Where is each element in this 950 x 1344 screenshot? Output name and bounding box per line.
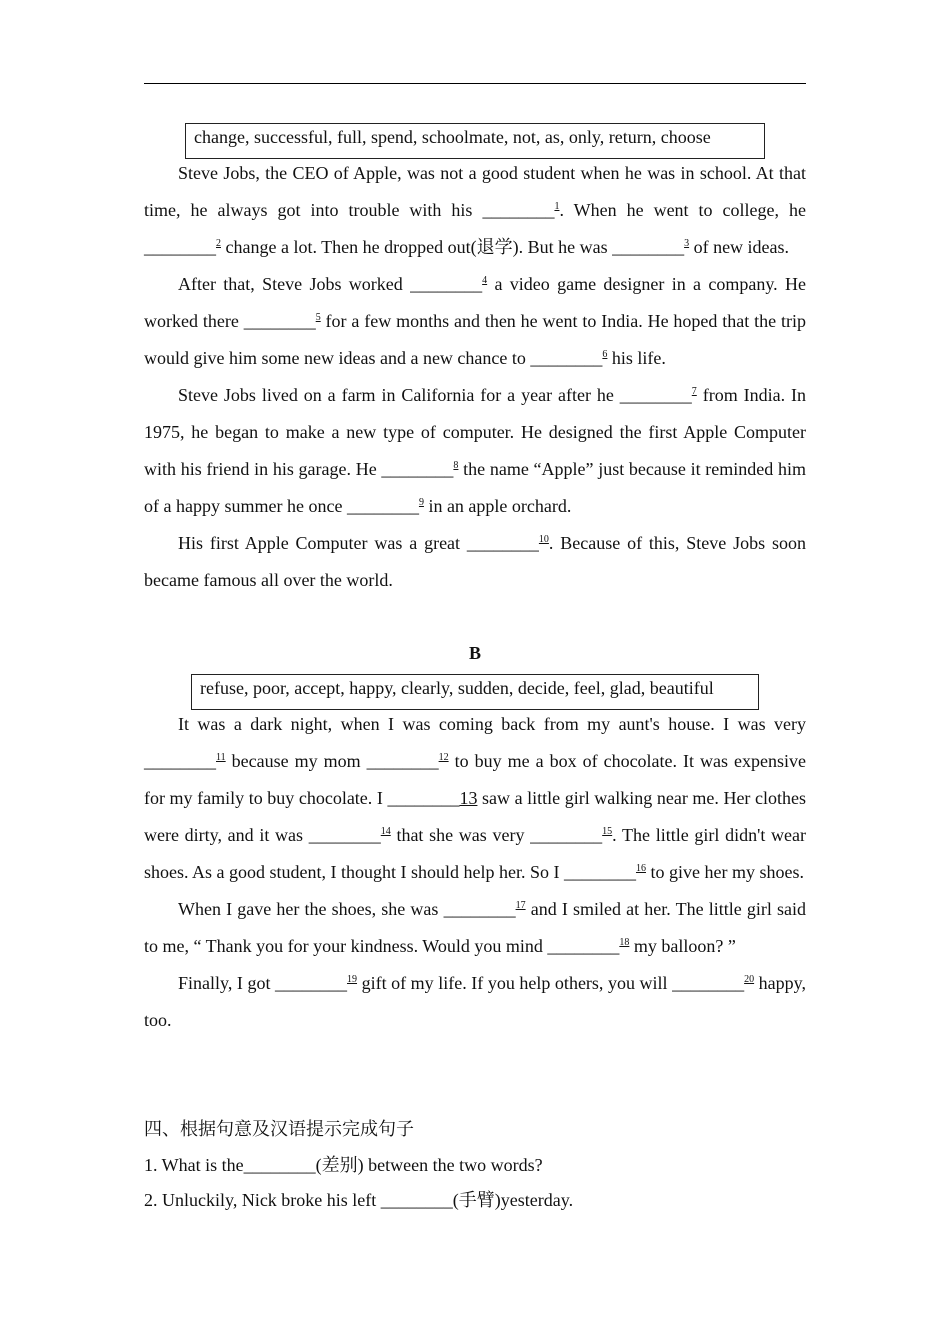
paragraph-b2: When I gave her the shoes, she was ________$^{17}$ and I smiled at her. The little girl said to me, “ Thank you for your kindness. Would you mind ________$^{18}$ my balloon? ” [144,899,806,956]
blank-number: 19 [347,974,358,985]
question-2: 2. Unluckily, Nick broke his left ________(手臂)yesterday. [144,1190,574,1210]
blank[interactable]: ________ [366,751,439,771]
blank-number: 9 [418,497,424,508]
blank[interactable]: ________ [547,936,620,956]
blank[interactable]: ________ [619,385,692,405]
blank[interactable]: ________ [410,274,483,294]
passage-b [144,706,806,1039]
paragraph-b1: It was a dark night, when I was coming back from my aunt's house. I was very ________$^{11}$ because my mom ________$^{12}$ to buy me a box of chocolate. It was expensive for my family to buy chocolate. I ________13 saw a little girl walking near me. Her clothes were dirty, and it was ________$^{14}$ that she was very ________$^{15}$. The little girl didn't wear shoes. As a good student, I thought I should help her. So I ________$^{16}$ to give her my shoes. [144,714,806,882]
paragraph-b3: Finally, I got ________$^{19}$ gift of my life. If you help others, you will ________$^{20}$ happy, too. [144,973,806,1030]
blank-number: 10 [538,534,549,545]
word-bank-a: change, successful, full, spend, schoolmate, not, as, only, return, choose [185,123,765,159]
blank-number: 5 [315,312,321,323]
header-rule [144,83,806,84]
blank-number: 4 [482,275,488,286]
paragraph-a1: Steve Jobs, the CEO of Apple, was not a good student when he was in school. At that time, he always got into trouble with his ________$^1$. When he went to college, he ________$^2$ change a lot. Then he dropped out(退学). But he was ________$^3$ of new ideas. [144,163,807,257]
blank-number: 18 [619,937,630,948]
blank-number: 12 [438,752,449,763]
blank-number: 14 [380,826,391,837]
section-4-heading: 四、根据句意及汉语提示完成句子 [144,1119,414,1140]
blank-number: 8 [453,460,459,471]
blank-number: 20 [744,974,755,985]
passage-a [144,155,806,599]
blank-number: 17 [515,900,526,911]
blank[interactable]: ________ [308,825,381,845]
blank[interactable]: ________ [530,825,603,845]
paragraph-a3: Steve Jobs lived on a farm in California for a year after he ________$^7$ from India. In 1975, he began to make a new type of computer. He designed the first Apple Computer with his friend in his garage. He ________$^8$ the name “Apple” just because it reminded him of a happy summer he once ________$^9$ in an apple orchard. [144,385,807,516]
blank[interactable]: ________ [612,237,685,257]
blank[interactable]: ________ [144,237,216,257]
blank-number: 3 [684,238,690,249]
blank-number: 16 [635,863,646,874]
blank-number: 1 [554,201,560,212]
blank-number: 11 [216,752,226,763]
blank-number: 7 [691,386,697,397]
blank-number: 13 [459,788,478,808]
blank[interactable]: ________ [530,348,603,368]
paragraph-a4: His first Apple Computer was a great ________$^{10}$. Because of this, Steve Jobs soon became famous all over the world. [144,533,806,590]
section-b-heading: B [468,643,481,663]
blank[interactable]: ________ [387,788,460,808]
blank[interactable]: ________ [443,899,516,919]
blank[interactable]: ________ [563,862,636,882]
question-1: 1. What is the________(差别) between the two words? [144,1155,543,1175]
blank-number: 6 [602,349,608,360]
paragraph-a2: After that, Steve Jobs worked ________$^4$ a video game designer in a company. He worked there ________$^5$ for a few months and then he went to India. He hoped that the trip would give him some new ideas and a new chance to ________$^6$ his life. [144,274,807,368]
blank[interactable]: ________ [381,459,454,479]
blank-number: 2 [216,238,221,249]
blank-number: 15 [602,826,613,837]
blank[interactable]: ________ [346,496,419,516]
blank[interactable]: ________ [672,973,745,993]
word-bank-b: refuse, poor, accept, happy, clearly, sudden, decide, feel, glad, beautiful [191,674,759,710]
blank[interactable]: ________ [482,200,555,220]
blank[interactable]: ________ [275,973,348,993]
blank[interactable]: ________ [243,311,316,331]
blank[interactable]: ________ [144,751,216,771]
blank[interactable]: ________ [466,533,539,553]
